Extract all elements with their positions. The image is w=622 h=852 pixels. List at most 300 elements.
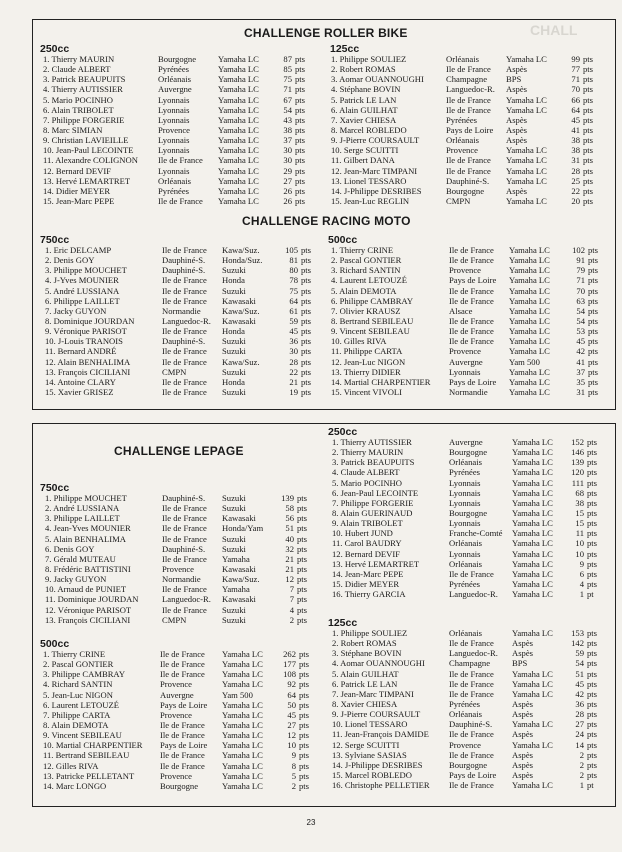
result-points: 45 [571, 114, 580, 125]
result-rider: 11. Bernard ANDRÉ [45, 346, 117, 357]
result-region: Auvergne [158, 84, 192, 95]
result-region: Auvergne [449, 437, 483, 447]
result-unit: pts [583, 124, 594, 135]
result-rider: 9. J-Pierre COURSAULT [331, 135, 420, 146]
result-unit: pts [295, 84, 306, 95]
roller-125-header: 125cc [330, 43, 360, 55]
result-rider: 14. Jean-Marc PEPE [332, 568, 404, 579]
result-row [331, 155, 603, 165]
result-machine: Yamaha [222, 553, 250, 564]
result-row [45, 306, 321, 316]
result-unit: pts [301, 275, 312, 286]
result-row [332, 457, 605, 467]
result-rider: 9. Christian LAVIEILLE [43, 135, 129, 146]
result-rider: 6. Philippe LAILLET [45, 295, 120, 306]
result-region: Champagne [449, 658, 491, 669]
result-machine: Yamaha LC [506, 155, 547, 166]
result-points: 4 [579, 578, 584, 589]
result-rider: 11. Gilbert DANA [331, 155, 395, 166]
result-row [331, 326, 608, 336]
result-region: Orléanais [446, 54, 479, 64]
roller-bike-title: CHALLENGE ROLLER BIKE [244, 26, 408, 40]
result-unit: pts [587, 739, 598, 750]
result-points: 78 [289, 275, 298, 286]
result-machine: Suzuki [222, 336, 246, 347]
result-region: Ile de France [449, 678, 494, 689]
result-machine: Yamaha LC [509, 245, 550, 255]
result-points: 56 [285, 513, 294, 524]
result-row [331, 176, 603, 186]
result-machine: Yamaha LC [512, 548, 553, 559]
result-points: 71 [576, 275, 585, 286]
result-rider: 13. Thierry DIDIER [331, 366, 401, 377]
result-rider: 15. Jean-Luc REGLIN [331, 195, 410, 206]
result-points: 64 [287, 689, 296, 700]
result-rider: 12. Jean-Luc NIGON [331, 356, 406, 367]
result-rider: 14. Antoine CLARY [45, 376, 116, 387]
result-points: 27 [287, 719, 296, 730]
result-rider: 11. Carol BAUDRY [332, 538, 402, 549]
result-points: 31 [571, 155, 580, 166]
result-row [43, 105, 315, 115]
result-rider: 5. Jean-Luc NIGON [43, 689, 113, 700]
result-unit: pts [583, 84, 594, 95]
result-points: 29 [283, 165, 292, 176]
result-machine: Yamaha LC [512, 457, 553, 468]
result-points: 54 [575, 658, 584, 669]
result-rider: 13. Hervé LEMARTRET [332, 558, 420, 569]
result-machine: Yamaha LC [512, 628, 553, 638]
result-points: 262 [283, 649, 296, 659]
result-row [332, 589, 605, 599]
result-points: 8 [291, 760, 296, 771]
result-points: 70 [571, 84, 580, 95]
result-unit: pts [583, 165, 594, 176]
result-points: 50 [287, 699, 296, 710]
result-region: Lyonnais [158, 114, 190, 125]
result-unit: pts [587, 538, 598, 549]
result-region: Ile de France [162, 584, 207, 595]
result-machine: Aspès [512, 749, 534, 760]
result-points: 92 [287, 679, 296, 690]
result-unit: pts [588, 275, 599, 286]
result-rider: 7. Xavier CHIESA [331, 114, 397, 125]
result-region: Ile de France [449, 336, 494, 347]
lepage-125-list [332, 628, 605, 790]
result-unit: pts [587, 447, 598, 458]
result-points: 26 [283, 195, 292, 206]
result-unit: pts [301, 346, 312, 357]
result-machine: Yamaha LC [506, 165, 547, 176]
result-rider: 2. Claude ALBERT [43, 64, 111, 75]
lepage-500-list [43, 649, 319, 791]
result-row [43, 659, 319, 669]
result-region: Ile de France [449, 315, 494, 326]
result-rider: 1. Thierry CRINE [331, 245, 394, 255]
result-region: Lyonnais [449, 487, 481, 498]
result-region: Ile de France [449, 729, 494, 740]
result-unit: pts [295, 124, 306, 135]
result-unit: pts [587, 648, 598, 659]
result-rider: 5. Alain DEMOTA [331, 285, 397, 296]
result-region: Ile de France [162, 513, 207, 524]
result-rider: 10. Jean-Paul LECOINTE [43, 145, 134, 156]
result-points: 36 [289, 336, 298, 347]
result-rider: 6. Patrick LE LAN [332, 678, 398, 689]
result-rider: 16. Christophe PELLETIER [332, 780, 430, 791]
result-unit: pts [301, 265, 312, 276]
result-region: Ile de France [449, 780, 494, 791]
result-region: Ile de France [160, 649, 205, 659]
result-points: 45 [575, 678, 584, 689]
result-row [45, 377, 321, 387]
result-rider: 5. André LUSSIANA [45, 285, 120, 296]
result-machine: Yamaha LC [222, 649, 263, 659]
result-row [45, 564, 317, 574]
result-row [332, 559, 605, 569]
result-row [45, 245, 321, 255]
result-points: 45 [289, 326, 298, 337]
result-rider: 1. Philippe MOUCHET [45, 493, 127, 503]
result-points: 20 [571, 195, 580, 206]
result-region: Ile de France [162, 553, 207, 564]
result-points: 12 [287, 730, 296, 741]
result-unit: pts [297, 513, 308, 524]
result-unit: pts [297, 503, 308, 514]
result-rider: 13. François CICILIANI [45, 366, 131, 377]
result-region: Ile de France [162, 295, 207, 306]
result-row [43, 115, 315, 125]
result-machine: Aspès [506, 135, 528, 146]
result-row [43, 84, 315, 94]
result-row [45, 605, 317, 615]
result-machine: Honda/Yam [222, 523, 264, 534]
result-machine: Aspès [512, 759, 534, 770]
result-row [45, 503, 317, 513]
result-region: Auvergne [449, 356, 483, 367]
result-unit: pts [295, 165, 306, 176]
result-rider: 1. Philippe SOULIEZ [332, 628, 408, 638]
result-points: 38 [571, 145, 580, 156]
result-unit: pts [297, 594, 308, 605]
result-machine: Yamaha LC [512, 538, 553, 549]
result-row [45, 316, 321, 326]
result-region: Ile de France [446, 155, 491, 166]
result-row [332, 729, 605, 739]
result-unit: pts [297, 584, 308, 595]
result-unit: pts [588, 336, 599, 347]
racing-moto-title: CHALLENGE RACING MOTO [242, 214, 411, 228]
result-machine: Yamaha LC [512, 578, 553, 589]
result-rider: 10. Martial CHARPENTIER [43, 740, 143, 751]
result-unit: pts [299, 750, 310, 761]
result-row [331, 115, 603, 125]
result-rider: 4. Stéphane BOVIN [331, 84, 401, 95]
result-row [45, 296, 321, 306]
result-rider: 8. Frédéric BATTISTINI [45, 563, 131, 574]
result-region: Bourgogne [446, 185, 485, 196]
result-machine: Yamaha LC [218, 135, 259, 146]
result-machine: Honda [222, 326, 245, 337]
result-region: Lyonnais [158, 135, 190, 146]
result-points: 43 [283, 114, 292, 125]
result-row [332, 447, 605, 457]
result-unit: pts [583, 175, 594, 186]
result-machine: Yamaha LC [222, 669, 263, 680]
result-machine: Aspès [506, 114, 528, 125]
result-machine: Aspès [506, 124, 528, 135]
result-points: 71 [571, 74, 580, 85]
result-row [331, 357, 608, 367]
result-unit: pts [588, 376, 599, 387]
result-row [43, 145, 315, 155]
result-machine: Yamaha LC [218, 94, 259, 105]
result-unit: pts [588, 366, 599, 377]
result-machine: Yamaha LC [509, 386, 550, 397]
result-region: Pyrénées [449, 467, 481, 478]
result-row [332, 538, 605, 548]
result-rider: 11. Bertrand SEBILEAU [43, 750, 130, 761]
result-rider: 5. Alain BENHALIMA [45, 533, 126, 544]
result-unit: pts [583, 74, 594, 85]
result-points: 38 [571, 135, 580, 146]
result-points: 139 [571, 457, 584, 468]
result-row [45, 523, 317, 533]
result-region: Ile de France [160, 719, 205, 730]
result-unit: pts [299, 740, 310, 751]
result-machine: Yamaha LC [509, 336, 550, 347]
result-machine: Yamaha LC [506, 145, 547, 156]
result-points: 7 [289, 584, 294, 595]
result-region: Provence [160, 770, 192, 781]
result-points: 63 [576, 295, 585, 306]
result-region: Ile de France [449, 285, 494, 296]
result-machine: Yamaha LC [509, 326, 550, 337]
result-row [332, 740, 605, 750]
result-unit: pts [299, 709, 310, 720]
result-region: Ile de France [160, 669, 205, 680]
result-region: Bourgogne [449, 759, 488, 770]
result-rider: 11. Jean-François DAMIDE [332, 729, 429, 740]
result-row [45, 286, 321, 296]
result-region: Dauphiné-S. [446, 175, 490, 186]
result-machine: Aspès [512, 698, 534, 709]
result-machine: Yamaha LC [222, 780, 263, 791]
result-region: Normandie [162, 574, 201, 585]
result-machine: Aspès [506, 84, 528, 95]
result-region: Ile de France [162, 523, 207, 534]
result-rider: 13. Hervé LEMARTRET [43, 175, 131, 186]
result-points: 2 [291, 780, 296, 791]
result-unit: pts [587, 467, 598, 478]
result-rider: 3. Patrick BEAUPUITS [43, 74, 126, 85]
result-row [45, 534, 317, 544]
result-unit: pts [588, 285, 599, 296]
result-rider: 6. Alain GUILHAT [331, 104, 398, 115]
result-unit: pts [295, 155, 306, 166]
result-rider: 10. Arnaud de PUNIET [45, 584, 127, 595]
result-unit: pts [587, 638, 598, 649]
result-points: 35 [576, 376, 585, 387]
result-rider: 9. Véronique PARISOT [45, 326, 127, 337]
result-rider: 8. Xavier CHIESA [332, 698, 398, 709]
result-points: 139 [281, 493, 294, 503]
result-machine: Yamaha LC [218, 165, 259, 176]
result-unit: pts [299, 730, 310, 741]
result-points: 9 [579, 558, 584, 569]
lepage-title: CHALLENGE LEPAGE [114, 444, 244, 458]
result-unit: pts [301, 305, 312, 316]
result-rider: 9. Jacky GUYON [45, 574, 107, 585]
result-machine: Yamaha LC [506, 104, 547, 115]
result-row [45, 326, 321, 336]
result-row [331, 286, 608, 296]
result-machine: Kawa/Suz. [222, 305, 260, 316]
result-points: 54 [576, 315, 585, 326]
result-unit: pts [587, 709, 598, 720]
result-points: 30 [289, 346, 298, 357]
result-row [43, 125, 315, 135]
result-rider: 8. Dominique JOURDAN [45, 315, 135, 326]
result-unit: pts [295, 104, 306, 115]
result-unit: pts [587, 628, 598, 638]
result-points: 11 [575, 528, 584, 539]
result-points: 6 [579, 568, 584, 579]
result-region: Bourgogne [449, 447, 488, 458]
result-machine: Yamaha LC [509, 275, 550, 286]
result-unit: pts [295, 114, 306, 125]
result-unit: pts [297, 563, 308, 574]
result-unit: pts [583, 155, 594, 166]
result-points: 45 [287, 709, 296, 720]
result-machine: Kawasaki [222, 295, 256, 306]
result-region: Orléanais [449, 538, 482, 549]
result-machine: Kawasaki [222, 315, 256, 326]
result-machine: Suzuki [222, 533, 246, 544]
result-region: Ile de France [449, 255, 494, 266]
result-machine: Kawasaki [222, 563, 256, 574]
result-unit: pts [587, 719, 598, 730]
result-machine: Yamaha LC [222, 679, 263, 690]
result-unit: pts [301, 356, 312, 367]
result-points: 22 [289, 366, 298, 377]
result-region: Orléanais [446, 135, 479, 146]
result-rider: 3. Philippe LAILLET [45, 513, 120, 524]
result-rider: 12. Jean-Marc TIMPANI [331, 165, 418, 176]
result-region: Champagne [446, 74, 488, 85]
result-machine: Suzuki [222, 265, 246, 276]
result-region: Dauphiné-S. [162, 493, 206, 503]
result-machine: Honda/Suz. [222, 255, 263, 266]
result-unit: pts [587, 548, 598, 559]
result-rider: 6. Alain TRIBOLET [43, 104, 114, 115]
result-region: Ile de France [160, 730, 205, 741]
result-rider: 5. Mario POCINHO [43, 94, 113, 105]
result-machine: Yamaha LC [218, 84, 259, 95]
result-row [332, 658, 605, 668]
result-row [331, 84, 603, 94]
result-row [332, 689, 605, 699]
racing-750-list [45, 245, 321, 397]
result-unit: pts [587, 729, 598, 740]
result-unit: pts [301, 386, 312, 397]
result-points: 30 [283, 155, 292, 166]
result-machine: Yamaha LC [512, 568, 553, 579]
result-points: 68 [575, 487, 584, 498]
result-region: Lyonnais [158, 145, 190, 156]
result-points: 38 [283, 124, 292, 135]
result-machine: Yamaha LC [506, 54, 547, 64]
result-rider: 1. Thierry CRINE [43, 649, 106, 659]
result-unit: pts [301, 326, 312, 337]
result-region: Orléanais [449, 628, 482, 638]
result-region: Provence [162, 563, 194, 574]
result-region: Orléanais [158, 175, 191, 186]
result-row [331, 196, 603, 206]
roller-125-list [331, 54, 603, 206]
lepage-250-list [332, 437, 605, 599]
result-unit: pts [299, 760, 310, 771]
result-unit: pts [583, 135, 594, 146]
result-machine: Yamaha LC [509, 376, 550, 387]
result-rider: 9. Vincent SEBILEAU [331, 326, 410, 337]
result-rider: 1. Thierry AUTISSIER [332, 437, 412, 447]
result-points: 10 [575, 548, 584, 559]
result-rider: 11. Alexandre COLIGNON [43, 155, 138, 166]
result-row [45, 544, 317, 554]
result-row [331, 275, 608, 285]
result-points: 111 [571, 477, 584, 488]
result-region: Orléanais [158, 74, 191, 85]
result-region: Ile de France [162, 285, 207, 296]
result-region: Franche-Comté [449, 528, 503, 539]
result-points: 1 [579, 780, 584, 791]
result-rider: 3. Richard SANTIN [331, 265, 401, 276]
result-row [332, 750, 605, 760]
result-machine: Aspès [512, 648, 534, 659]
result-rider: 10. Gilles RIVA [331, 336, 387, 347]
result-row [45, 554, 317, 564]
result-unit: pts [588, 315, 599, 326]
result-row [332, 780, 605, 790]
result-machine: Yamaha LC [512, 497, 553, 508]
result-machine: Kawa/Suz. [222, 245, 260, 255]
result-unit: pts [587, 578, 598, 589]
result-rider: 13. François CICILIANI [45, 614, 131, 625]
result-row [43, 781, 319, 791]
result-rider: 14. Martial CHARPENTIER [331, 376, 431, 387]
result-rider: 5. Patrick LE LAN [331, 94, 397, 105]
result-row [331, 95, 603, 105]
result-machine: Yamaha LC [512, 589, 553, 600]
result-machine: Yamaha LC [218, 155, 259, 166]
result-region: Pyrénées [158, 185, 190, 196]
result-unit: pts [299, 689, 310, 700]
result-unit: pts [301, 295, 312, 306]
result-unit: pts [301, 255, 312, 266]
result-points: 21 [285, 553, 294, 564]
result-region: CMPN [446, 195, 471, 206]
result-machine: Suzuki [222, 346, 246, 357]
result-rider: 9. J-Pierre COURSAULT [332, 709, 421, 720]
result-region: Languedoc-R. [446, 84, 495, 95]
result-row [43, 176, 315, 186]
result-points: 70 [576, 285, 585, 296]
result-points: 7 [289, 594, 294, 605]
result-unit: pts [295, 135, 306, 146]
result-machine: Suzuki [222, 285, 246, 296]
result-rider: 13. Sylviane SASIAS [332, 749, 407, 760]
